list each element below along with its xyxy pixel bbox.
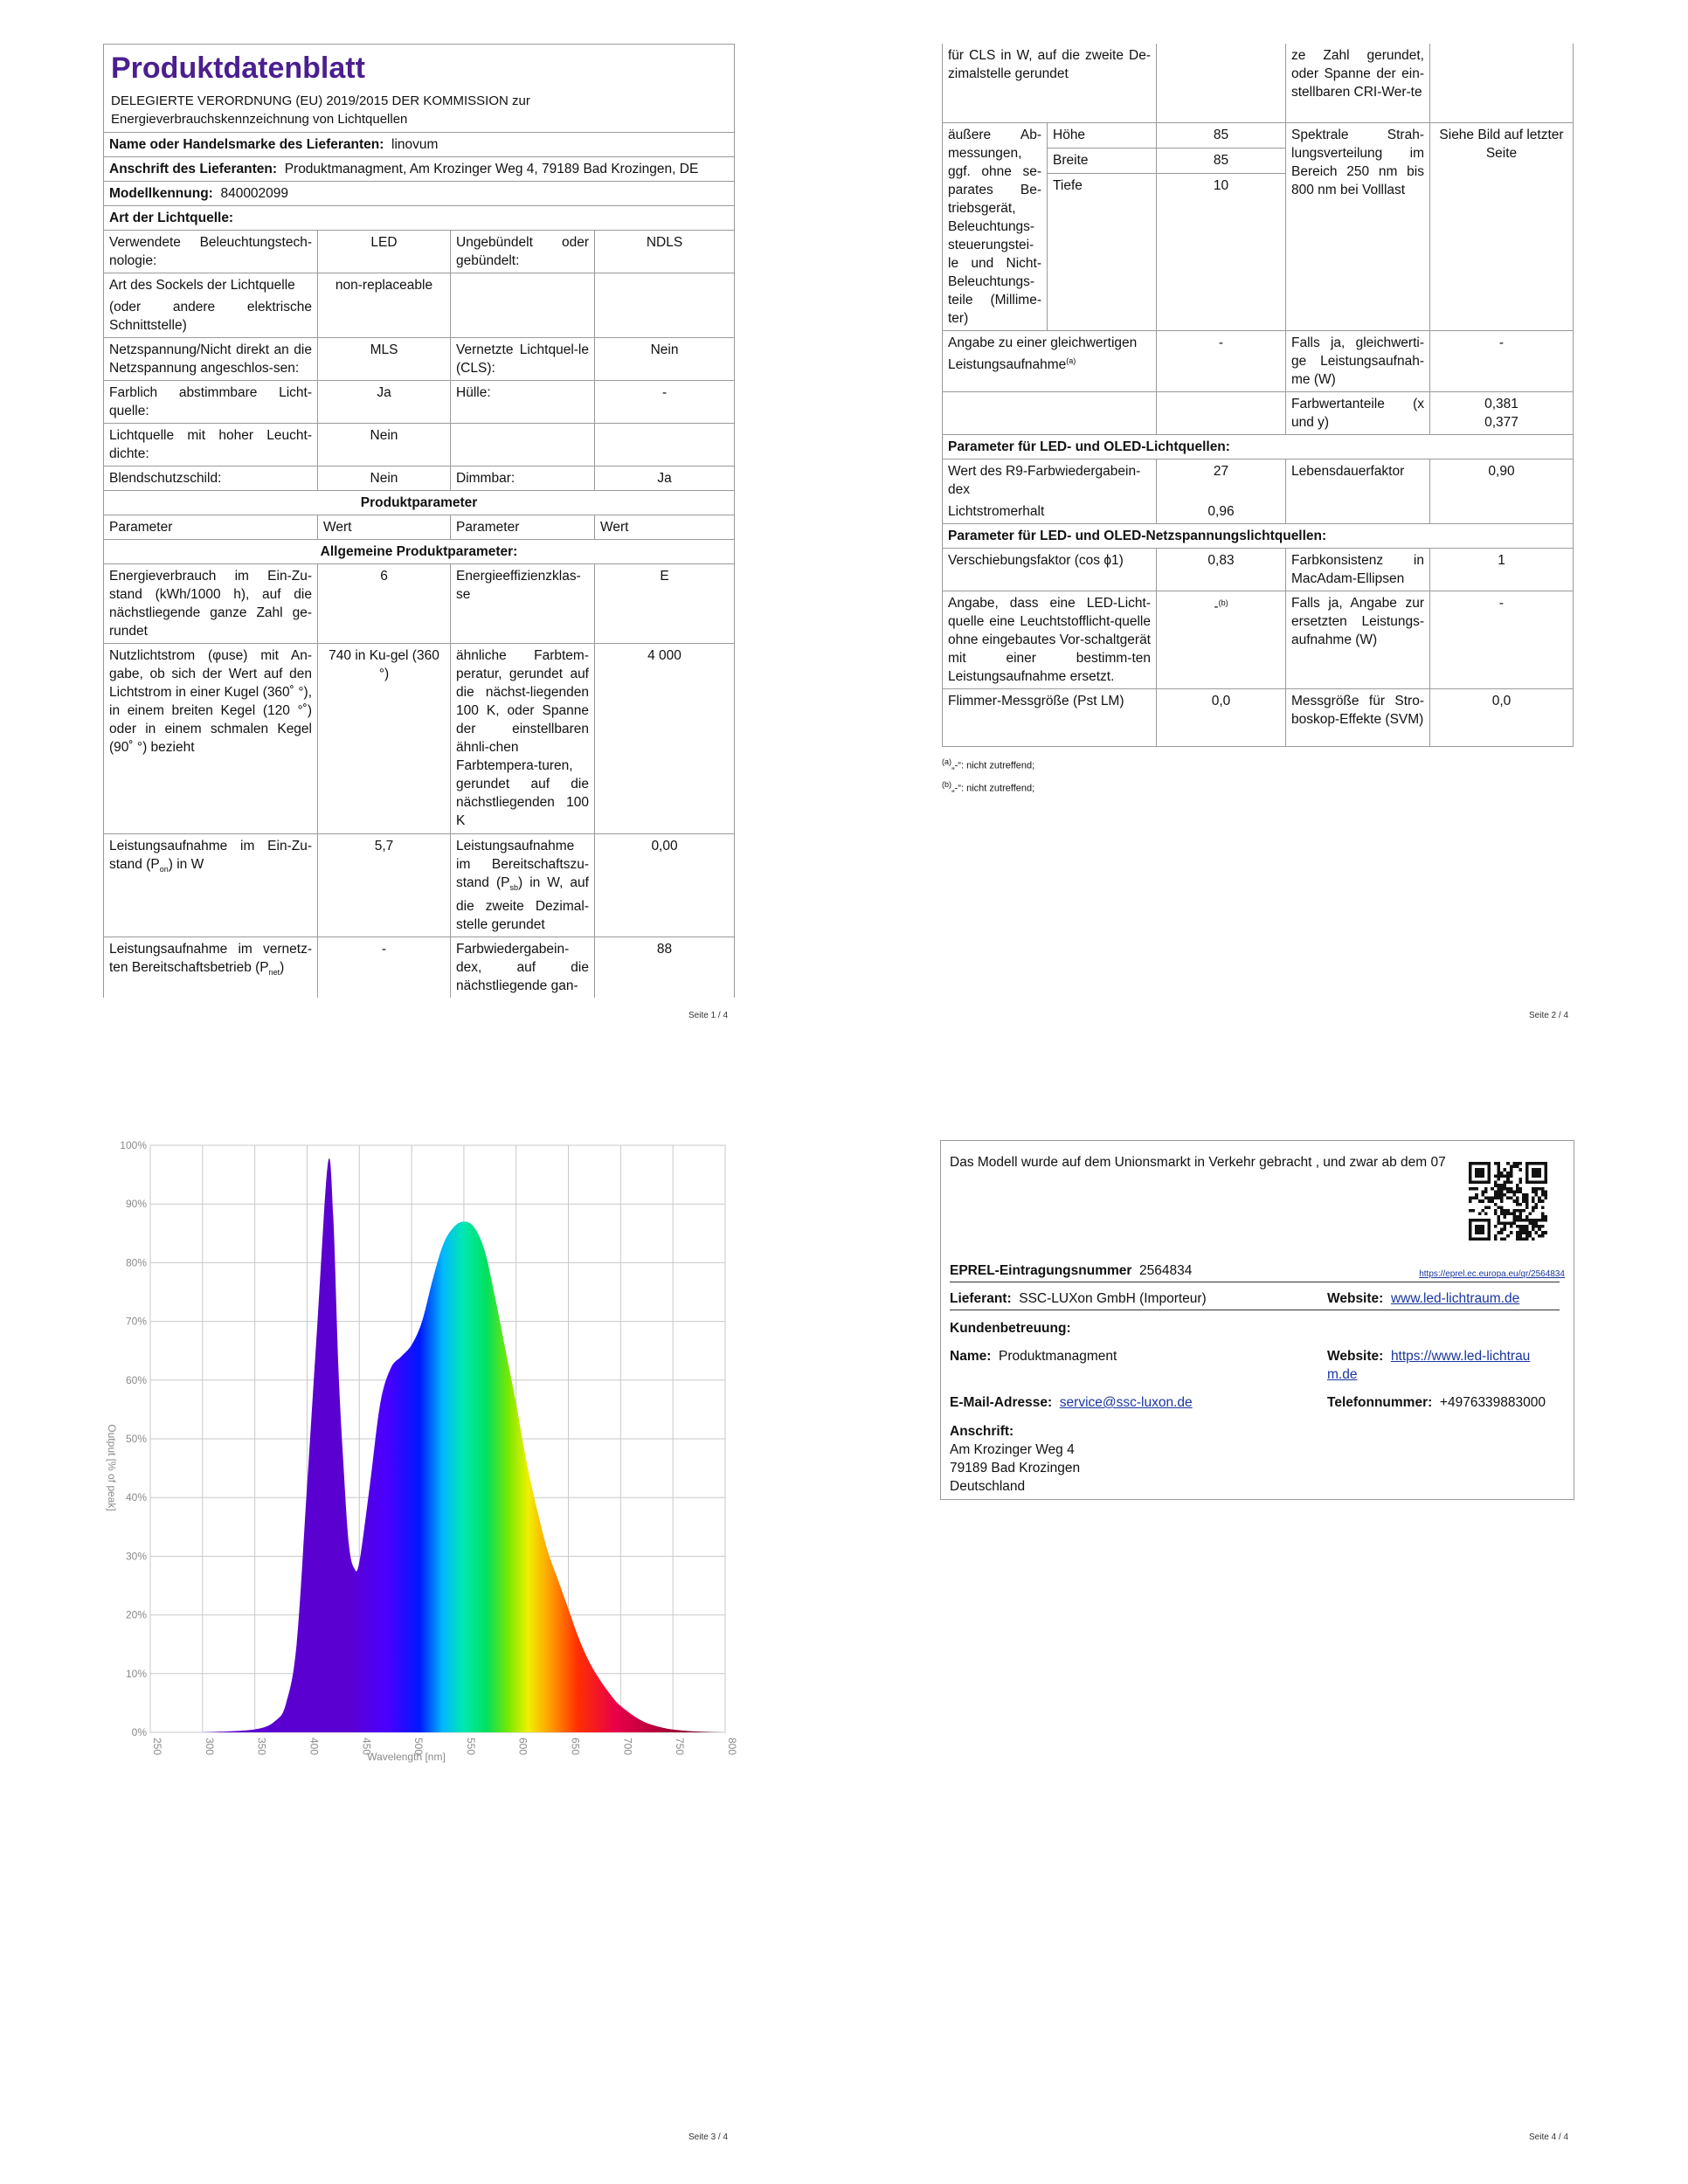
y-tick-label: 50% (125, 1433, 147, 1445)
socket-label-2: (oder andere elektrische Schnittstelle) (109, 300, 312, 333)
lumen-maintenance-label: Lichtstromerhalt (948, 503, 1045, 519)
cri-label-cont: ze Zahl gerundet, oder Spanne der ein-stellbaren CRI-Wer-te (1286, 44, 1430, 122)
document-title: Produktdatenblatt (111, 52, 365, 85)
colour-consistency-label: Farbkonsistenz in MacAdam-Ellipsen (1286, 548, 1430, 591)
empty-cell (1430, 44, 1574, 122)
depth-label: Tiefe (1048, 173, 1157, 330)
bundled-value: NDLS (595, 231, 735, 273)
empty-cell (943, 391, 1157, 434)
supplier-address-label: Anschrift des Lieferanten: (109, 162, 278, 176)
height-label: Höhe (1048, 122, 1157, 148)
socket-label: Art des Sockels der Lichtquelle (109, 278, 295, 293)
regulation-text: DELEGIERTE VERORDNUNG (EU) 2019/2015 DER KOMMISSION zur Energieverbrauchskennzeichnung von Lichtquellen (111, 93, 530, 127)
empty-cell (1157, 391, 1286, 434)
product-params-heading: Produktparameter (104, 491, 735, 515)
r9-label-cell (943, 459, 1157, 523)
supplier-name-label: Name oder Handelsmarke des Lieferanten: (109, 137, 384, 152)
phone-number: +4976339883000 (1439, 1395, 1546, 1410)
x-tick-label: 300 (203, 1738, 216, 1756)
y-tick-label: 10% (125, 1667, 147, 1680)
lumen-maintenance-value: 0,96 (1207, 503, 1235, 519)
equivalent-power-label: Angabe zu einer gleichwertigen Leistungsaufnahme$^{(a)}$ (943, 330, 1157, 391)
chromaticity-label: Farbwertanteile (x und y) (1286, 391, 1430, 434)
cls-label: Vernetzte Lichtquel-le (CLS): (451, 338, 595, 381)
y-axis-ticks (120, 1139, 147, 1738)
led-replacement-label: Angabe, dass eine LED-Licht-quelle eine Leuchtstofflicht-quelle ohne eingebautes Vor-schaltgerät mit einer bestimm-ten Leistungsaufnahme ersetzt. (943, 591, 1157, 688)
eprel-link[interactable]: https://eprel.ec.europa.eu/qr/2564834 (1419, 1269, 1565, 1279)
colour-tunable-label: Farblich abstimmbare Licht-quelle: (104, 381, 318, 424)
x-tick-label: 450 (360, 1738, 373, 1756)
page-number-1: Seite 1 / 4 (688, 1011, 729, 1020)
light-source-type-heading: Art der Lichtquelle: (104, 206, 735, 231)
col-header-parameter-2: Parameter (451, 515, 595, 540)
website-link[interactable]: www.led-lichtraum.de (1390, 1291, 1520, 1306)
equivalent-power-value: - (1157, 330, 1286, 391)
address-line-1: Am Krozinger Weg 4 (950, 1442, 1075, 1457)
replaced-power-value: - (1430, 591, 1574, 688)
y-tick-label: 100% (120, 1139, 147, 1151)
eprel-number: 2564834 (1139, 1263, 1193, 1278)
y-tick-label: 80% (125, 1256, 147, 1269)
supplier-row: Lieferant: SSC-LUXon GmbH (Importeur) Website: www.led-lichtraum.de (950, 1289, 1560, 1310)
colour-consistency-value: 1 (1430, 548, 1574, 591)
qr-code-icon[interactable] (1469, 1162, 1547, 1246)
page-number-2: Seite 2 / 4 (1529, 1011, 1569, 1020)
luminous-flux-label: Nutzlichtstrom (φuse) mit An-gabe, ob sich der Wert auf den Lichtstrom in einer Kugel (360˚ °), in einem breiten Kegel (120 °˚) oder in einem schmalen Kegel (90˚ °) bezieht (104, 644, 318, 834)
email-row: E-Mail-Adresse: service@ssc-luxon.de (950, 1395, 1193, 1410)
empty-cell (595, 273, 735, 338)
y-tick-label: 20% (125, 1608, 147, 1621)
width-label: Breite (1048, 148, 1157, 173)
energy-consumption-label: Energieverbrauch im Ein-Zu-stand (kWh/1000 h), auf die nächstliegende ganze Zahl ge-rundet (104, 564, 318, 644)
equivalent-power-yes-value: - (1430, 330, 1574, 391)
x-tick-label: 350 (255, 1738, 268, 1756)
tech-value: LED (318, 231, 451, 273)
energy-class-label: Energieeffizienzklas-se (451, 564, 595, 644)
envelope-label: Hülle: (451, 381, 595, 424)
led-params-heading: Parameter für LED- und OLED-Lichtquellen: (943, 434, 1574, 459)
x-tick-label: 700 (621, 1738, 634, 1756)
model-label: Modellkennung: (109, 186, 213, 201)
chromaticity-x: 0,381 (1484, 396, 1519, 411)
x-tick-label: 600 (516, 1738, 529, 1756)
email-link[interactable]: service@ssc-luxon.de (1059, 1395, 1193, 1410)
led-replacement-value: -$^{(b)}$ (1157, 591, 1286, 688)
glare-shield-label: Blendschutzschild: (104, 467, 318, 491)
mains-value: MLS (318, 338, 451, 381)
model-id: 840002099 (220, 186, 289, 201)
glare-shield-value: Nein (318, 467, 451, 491)
networked-standby-value: - (318, 937, 451, 999)
y-tick-label: 40% (125, 1491, 147, 1504)
standby-power-value: 0,00 (595, 834, 735, 937)
dimmable-value: Ja (595, 467, 735, 491)
x-tick-label: 550 (464, 1738, 477, 1756)
high-luminance-label: Lichtquelle mit hoher Leucht-dichte: (104, 424, 318, 467)
socket-value: non-replaceable (318, 273, 451, 338)
col-header-value: Wert (318, 515, 451, 540)
flicker-label: Flimmer-Messgröße (Pst LM) (943, 688, 1157, 746)
r9-value-cell (1157, 459, 1286, 523)
x-tick-label: 750 (674, 1738, 687, 1756)
footnotes (942, 752, 1573, 798)
support-name-row: Name: Produktmanagment (950, 1349, 1117, 1364)
eprel-row: EPREL-Eintragungsnummer 2564834 https://eprel.ec.europa.eu/qr/2564834 (950, 1261, 1560, 1282)
cri-value: 88 (595, 937, 735, 999)
datasheet-table-page-2 (942, 44, 1574, 747)
supplier-address: Produktmanagment, Am Krozinger Weg 4, 79189 Bad Krozingen, DE (284, 162, 699, 176)
page-3 (96, 1131, 743, 1778)
r9-label: Wert des R9-Farbwiedergabein-dex (948, 463, 1141, 497)
empty-cell (451, 273, 595, 338)
luminous-flux-value: 740 in Ku-gel (360 °) (318, 644, 451, 834)
x-axis-label: Wavelength [nm] (367, 1751, 446, 1763)
networked-standby-label-cont: für CLS in W, auf die zweite De-zimalstelle gerundet (943, 44, 1157, 122)
on-mode-power-label: Leistungsaufnahme im Ein-Zu-stand $(P_{on})$ in W (104, 834, 318, 937)
page-4-info-box (940, 1140, 1574, 1500)
y-tick-label: 90% (125, 1198, 147, 1211)
empty-cell (451, 424, 595, 467)
general-params-heading: Allgemeine Produktparameter: (104, 540, 735, 564)
survival-factor-value: 0,90 (1430, 459, 1574, 523)
customer-support-heading: Kundenbetreuung: (950, 1321, 1071, 1336)
spectral-distribution-chart (96, 1131, 743, 1778)
depth-value: 10 (1157, 173, 1286, 330)
x-tick-label: 400 (308, 1738, 321, 1756)
x-tick-label: 650 (569, 1738, 582, 1756)
replaced-power-label: Falls ja, Angabe zur ersetzten Leistungs-aufnahme (W) (1286, 591, 1430, 688)
spectral-distribution-label: Spektrale Strah-lungsverteilung im Bereich 250 nm bis 800 nm bei Volllast (1286, 122, 1430, 330)
address-line-2: 79189 Bad Krozingen (950, 1461, 1081, 1476)
col-header-value-2: Wert (595, 515, 735, 540)
footnote-b: $^{(b)}$„-“: nicht zutreffend; (942, 780, 1035, 794)
page-2 (942, 44, 1573, 798)
cct-value: 4 000 (595, 644, 735, 834)
r9-value: 27 (1213, 463, 1229, 479)
standby-power-label: Leistungsaufnahme im Bereitschaftszu-stand $(P_{sb})$ in W, auf die zweite Dezimal-stelle gerundet (451, 834, 595, 937)
high-luminance-value: Nein (318, 424, 451, 467)
cri-label: Farbwiedergabein-dex, auf die nächstliegende gan- (451, 937, 595, 999)
supplier-value: SSC-LUXon GmbH (Importeur) (1019, 1291, 1207, 1306)
support-website-link[interactable]: https://www.led-lichtrau m.de (1327, 1349, 1531, 1382)
dimensions-label: äußere Ab-messungen, ggf. ohne se-parates Be-triebsgerät, Beleuchtungs-steuerungstei-le und Nicht-Beleuchtungs-teile (Millime-ter) (943, 122, 1048, 330)
phone-row: Telefonnummer: +4976339883000 (1327, 1395, 1546, 1410)
x-tick-label: 800 (726, 1738, 738, 1756)
chromaticity-y: 0,377 (1484, 414, 1519, 430)
y-axis-label: Output [% of peak] (106, 1424, 118, 1511)
colour-tunable-value: Ja (318, 381, 451, 424)
market-placement-text: Das Modell wurde auf dem Unionsmarkt in Verkehr gebracht , und zwar ab dem 07 (950, 1155, 1446, 1170)
flicker-value: 0,0 (1157, 688, 1286, 746)
empty-cell (595, 424, 735, 467)
spectral-distribution-value: Siehe Bild auf letzter Seite (1430, 122, 1574, 330)
cct-label: ähnliche Farbtem-peratur, gerundet auf die nächst-liegenden 100 K, oder Spanne der einstellbaren ähnli-chen Farbtempera-turen, gerundet auf die nächstliegenden 100 K (451, 644, 595, 834)
envelope-value: - (595, 381, 735, 424)
x-tick-label: 500 (412, 1738, 425, 1756)
support-website-row: Website: https://www.led-lichtrau m.de (1327, 1349, 1531, 1382)
mains-led-params-heading: Parameter für LED- und OLED-Netzspannungslichtquellen: (943, 523, 1574, 548)
supplier-name: linovum (391, 137, 439, 152)
y-tick-label: 60% (125, 1373, 147, 1386)
address-block: Anschrift: Am Krozinger Weg 4 79189 Bad Krozingen Deutschland (950, 1424, 1081, 1494)
networked-standby-label: Leistungsaufnahme im vernetz-ten Bereitschaftsbetrieb $(P_{net})$ (104, 937, 318, 999)
socket-label-cell (104, 273, 318, 338)
stroboscopic-label: Messgröße für Stro-boskop-Effekte (SVM) (1286, 688, 1430, 746)
power-factor-value: 0,83 (1157, 548, 1286, 591)
stroboscopic-value: 0,0 (1430, 688, 1574, 746)
page-number-3: Seite 3 / 4 (688, 2132, 729, 2142)
footnote-a: $^{(a)}$„-“: nicht zutreffend; (942, 757, 1035, 771)
datasheet-table-page-1 (103, 44, 735, 998)
tech-label: Verwendete Beleuchtungstech-nologie: (104, 231, 318, 273)
y-tick-label: 0% (131, 1726, 147, 1738)
width-value: 85 (1157, 148, 1286, 173)
col-header-parameter: Parameter (104, 515, 318, 540)
y-tick-label: 70% (125, 1315, 147, 1328)
y-tick-label: 30% (125, 1550, 147, 1563)
on-mode-power-value: 5,7 (318, 834, 451, 937)
empty-cell (1157, 44, 1286, 122)
cls-value: Nein (595, 338, 735, 381)
page-number-4: Seite 4 / 4 (1529, 2132, 1569, 2142)
equivalent-power-yes-label: Falls ja, gleichwerti-ge Leistungsaufnah-me (W) (1286, 330, 1430, 391)
bundled-label: Ungebündelt oder gebündelt: (451, 231, 595, 273)
address-line-3: Deutschland (950, 1479, 1026, 1494)
mains-label: Netzspannung/Nicht direkt an die Netzspannung angeschlos-sen: (104, 338, 318, 381)
energy-class-value: E (595, 564, 735, 644)
chromaticity-value (1430, 391, 1574, 434)
energy-consumption-value: 6 (318, 564, 451, 644)
support-name: Produktmanagment (999, 1349, 1117, 1364)
height-value: 85 (1157, 122, 1286, 148)
power-factor-label: Verschiebungsfaktor (cos ϕ1) (943, 548, 1157, 591)
dimmable-label: Dimmbar: (451, 467, 595, 491)
survival-factor-label: Lebensdauerfaktor (1286, 459, 1430, 523)
page-1 (103, 44, 734, 998)
x-tick-label: 250 (151, 1738, 163, 1756)
